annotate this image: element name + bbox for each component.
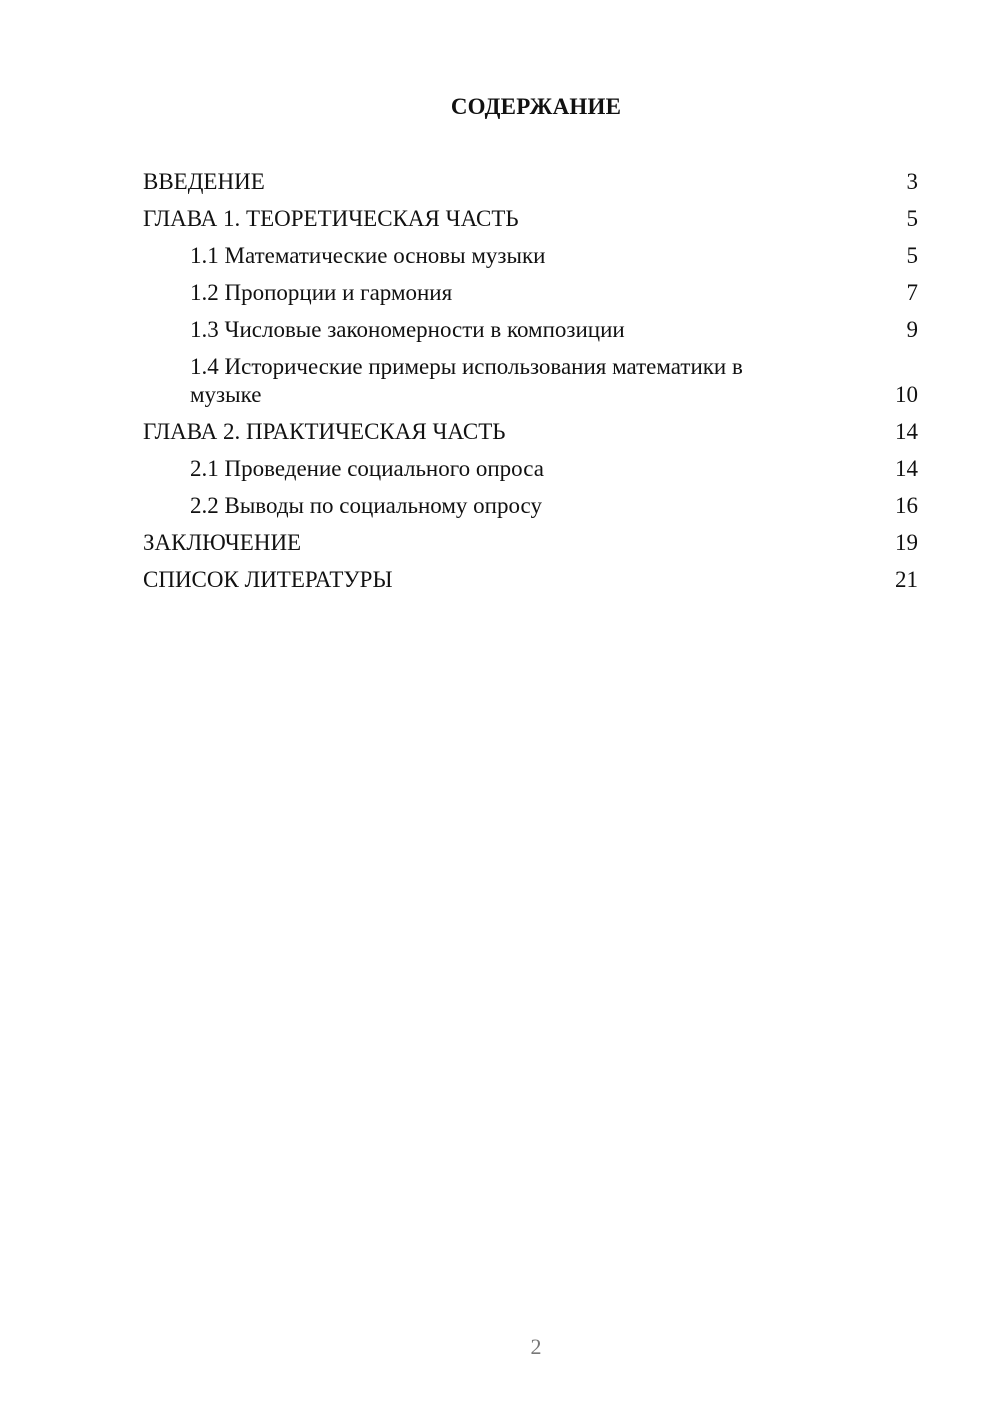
toc-entry-text: 1.3 Числовые закономерности в композиции [190,317,625,342]
toc-entry-chapter-2 [143,418,918,446]
toc-entry-section-1-4 [143,353,918,409]
toc-entry-section-1-3 [143,316,918,344]
toc-entry-text: 1.4 Исторические примеры использования математики в музыке [190,354,743,407]
toc-entry-page: 10 [895,382,918,407]
toc-entry-text: 1.1 Математические основы музыки [190,243,546,268]
toc-entry-page: 3 [906,169,918,194]
toc-entry-section-2-2 [143,492,918,520]
toc-entry-text: ГЛАВА 1. ТЕОРЕТИЧЕСКАЯ ЧАСТЬ [143,206,519,231]
toc-entry-bibliography [143,566,918,594]
toc-entry-text: 2.1 Проведение социального опроса [190,456,544,481]
toc-entry-section-1-2 [143,279,918,307]
toc-entry-text: ГЛАВА 2. ПРАКТИЧЕСКАЯ ЧАСТЬ [143,419,506,444]
toc-entry-text: 1.2 Пропорции и гармония [190,280,453,305]
toc-entry-page: 7 [906,280,918,305]
toc-entry-page: 19 [895,530,918,555]
page-number: 2 [530,1334,542,1359]
toc-entry-page: 16 [895,493,918,518]
toc-entry-introduction [143,168,918,196]
toc-entry-text: ЗАКЛЮЧЕНИЕ [143,530,302,555]
toc-title: СОДЕРЖАНИЕ [450,94,622,119]
toc-entry-text: ВВЕДЕНИЕ [143,169,265,194]
toc-entry-conclusion [143,529,918,557]
toc-entry-page: 14 [895,456,918,481]
toc-entry-section-2-1 [143,455,918,483]
toc-entry-text: 2.2 Выводы по социальному опросу [190,493,542,518]
toc-entry-page: 9 [906,317,918,342]
toc-entry-text: СПИСОК ЛИТЕРАТУРЫ [143,567,393,592]
toc-entry-page: 14 [895,419,918,444]
toc-entry-page: 21 [895,567,918,592]
toc-entry-page: 5 [906,243,918,268]
table-of-contents [143,168,918,603]
toc-entry-page: 5 [906,206,918,231]
toc-entry-chapter-1 [143,205,918,233]
toc-entry-section-1-1 [143,242,918,270]
